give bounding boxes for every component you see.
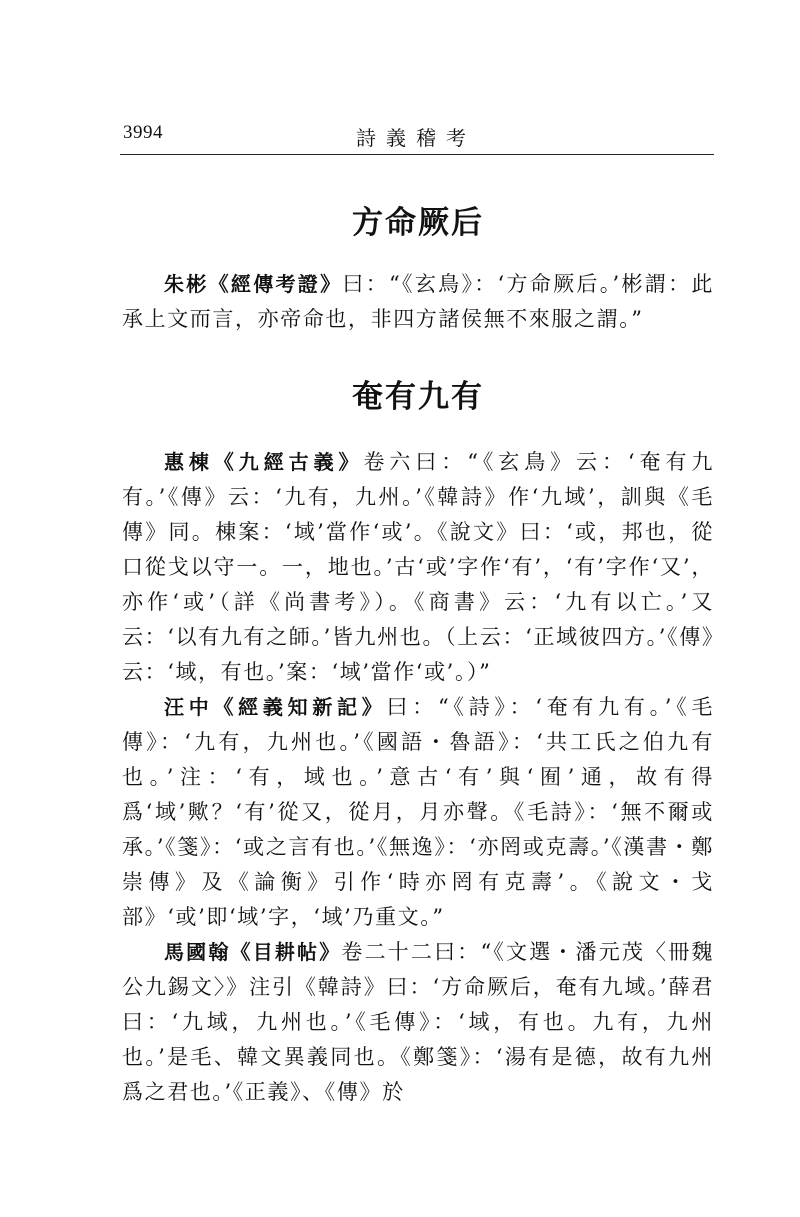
cited-author: 惠棟 bbox=[164, 450, 214, 474]
cited-author: 馬國翰 bbox=[164, 940, 231, 964]
paragraph-text: 曰：“《玄鳥》：‘方命厥后。’彬謂：此承上文而言，亦帝命也，非四方諸侯無不來服之謂。” bbox=[122, 272, 714, 331]
cited-author: 汪中 bbox=[164, 695, 214, 719]
page-header bbox=[120, 118, 712, 148]
page-number: 3994 bbox=[123, 122, 163, 143]
paragraph-text: 卷二十二曰：“《文選・潘元茂〈冊魏公九錫文〉》注引《韓詩》曰：‘方命厥后，奄有九域。’薛君曰：‘九域，九州也。’《毛傳》：‘域，有也。九有，九州也。’是毛、韓文異義同也。《鄭箋》：‘湯有是德，故有九州爲之君也。’《正義》、《傳》於 bbox=[122, 940, 715, 1104]
paragraph-hui-dong bbox=[122, 445, 714, 690]
paragraph-wang-zhong bbox=[122, 690, 714, 935]
running-title: 詩義稽考 bbox=[356, 126, 476, 150]
paragraph-text: 卷六曰：“《玄鳥》云：‘奄有九有。’《傳》云：‘九有，九州。’《韓詩》作‘九域’，訓與《毛傳》同。棟案：‘域’當作‘或’。《說文》曰：‘或，邦也，從口從戈以守一。一，地也。’古‘或’字作‘有’，‘有’字作‘又’，亦作‘或’（詳《尚書考》）。《商書》云：‘九有以亡。’又云：‘以有九有之師。’皆九州也。（上云：‘正域彼四方。’《傳》云：‘域，有也。’案：‘域’當作‘或’。）” bbox=[122, 450, 715, 684]
cited-work: 《經義知新記》 bbox=[213, 695, 387, 719]
cited-work: 《九經古義》 bbox=[213, 450, 364, 474]
cited-author: 朱彬 bbox=[164, 272, 209, 296]
cited-work: 《目耕帖》 bbox=[230, 940, 342, 964]
page-body bbox=[122, 195, 714, 1110]
paragraph-text: 曰：“《詩》：‘奄有九有。’《毛傳》：‘九有，九州也。’《國語・魯語》：‘共工氏之伯九有也。’注：‘有，域也。’意古‘有’與‘囿’通，故有得爲‘域’歟？‘有’從又，從月，月亦聲。《毛詩》：‘無不爾或承。’《箋》：‘或之言有也。’《無逸》：‘亦罔或克壽。’《漢書・鄭崇傳》及《論衡》引作‘時亦罔有克壽’。《說文・戈部》‘或’即‘域’字，‘域’乃重文。” bbox=[122, 695, 715, 929]
section-heading-fangming: 方命厥后 bbox=[352, 205, 484, 241]
paragraph-zhu-bin bbox=[122, 267, 714, 337]
header-rule bbox=[120, 154, 714, 155]
paragraph-ma-guohan bbox=[122, 935, 714, 1110]
section-heading-yanyou: 奄有九有 bbox=[352, 379, 484, 415]
cited-work: 《經傳考證》 bbox=[208, 272, 343, 296]
